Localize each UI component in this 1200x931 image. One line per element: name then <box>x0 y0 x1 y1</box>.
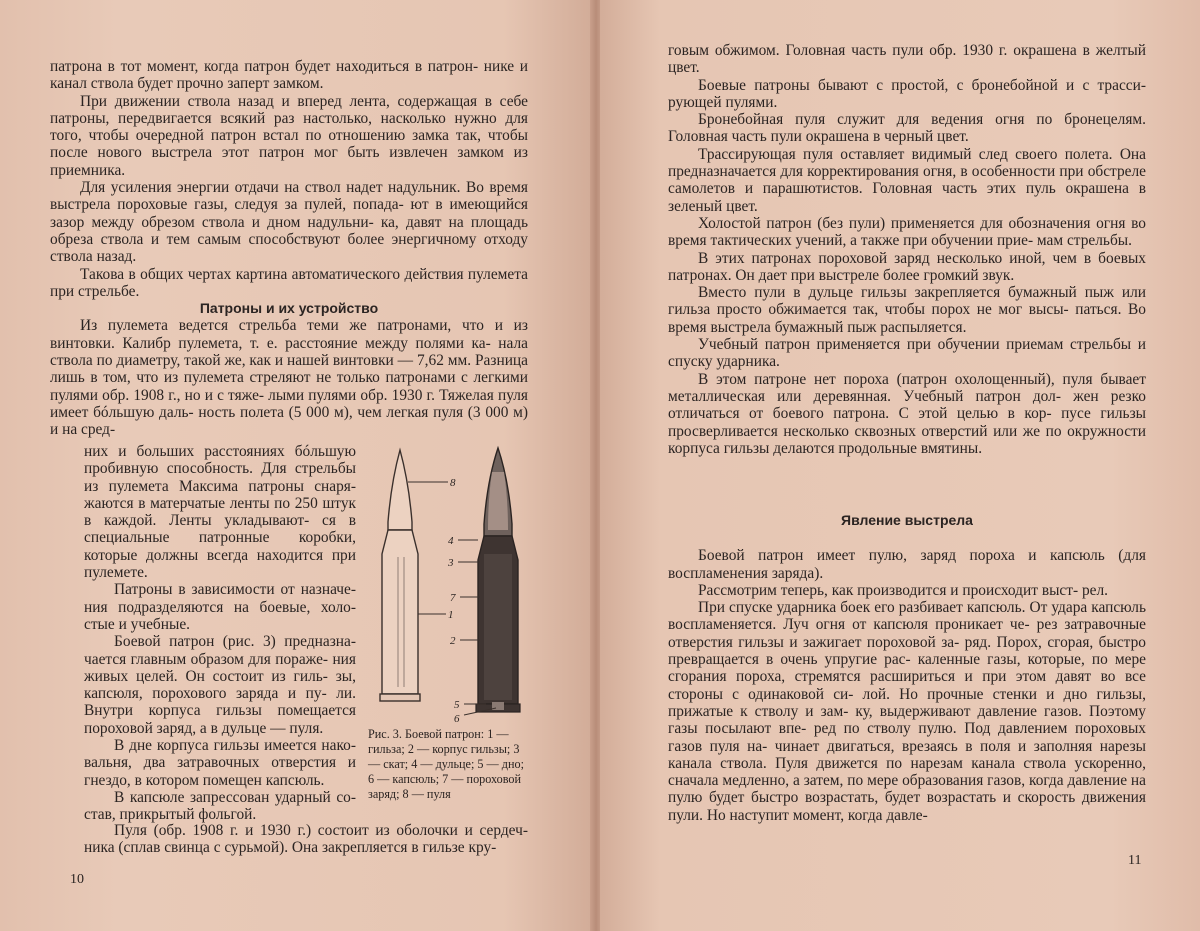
cartridge-outer-view <box>380 450 420 701</box>
paragraph: Боевой патрон имеет пулю, заряд пороха и капсюль (для воспламенения заряда). <box>668 547 1146 582</box>
figure-label-6: 6 <box>454 713 460 725</box>
left-bottom-text <box>84 822 528 857</box>
figure-label-8: 8 <box>450 477 456 489</box>
cartridge-section-view <box>476 448 520 712</box>
paragraph: Вместо пули в дульце гильзы закрепляется бумажный пыж или гильза просто обжимается так, чтобы порох не мог высы- паться. Во время выстрела бумажный пыж распыляется. <box>668 284 1146 336</box>
figure-label-3: 3 <box>448 557 454 569</box>
paragraph: В этих патронах пороховой заряд несколько иной, чем в боевых патронах. Он дает при выстреле более громкий звук. <box>668 249 1146 284</box>
paragraph: В капсюле запрессован ударный со- став, прикрытый фольгой. <box>84 788 356 824</box>
paragraph: Боевой патрон (рис. 3) предназна- чается главным образом для пораже- ния живых целей. Он состоит из гиль- зы, капсюля, порохового заряда и пу- ли. Внутри корпуса гильзы помещается пороховой заряд, а в дульце — пуля. <box>84 633 356 737</box>
right-page <box>600 0 1200 931</box>
paragraph: Патроны в зависимости от назначе- ния подразделяются на боевые, холо- стые и учебные. <box>84 581 356 633</box>
figure-label-7: 7 <box>450 592 456 604</box>
paragraph: При движении ствола назад и вперед лента, содержащая в себе патроны, передвигается всякий раз настолько, насколько нужно для того, чтобы очередной патрон встал по отношению замка так, чтобы после нового выстрела этот патрон мог быть извлечен замком из приемника. <box>50 92 528 179</box>
paragraph: При спуске ударника боек его разбивает капсюль. От удара капсюль воспламеняется. Луч огня от капсюля проникает че- рез затравочные отверстия гильзы и зажигает пороховой за- ряд. Порох, сгорая, быстро превращается в очень упругие рас- каленные газы, которые, по мере сгорания пороха, стремятся расшириться и при этом давят во все стороны с одинаковой си- лой. Но прочные стенки и дно гильзы, прижатые к стволу и зам- ку, выдерживают давление газов. Поэтому газы посылают впе- ред по стволу пулю. Под давлением пороховых газов пуля на- чинает двигаться, врезаясь в поля и заполняя нарезы канала ствола. Пуля движется по нарезам канала ствола ускоренно, сначала медленно, а затем, по мере образования газов, когда давление на пулю будет быстро возрастать, будет возрастать и скорость движения пули. Но наступит момент, когда давле- <box>668 599 1146 824</box>
paragraph: В этом патроне нет пороха (патрон охолощенный), пуля бывает металлическая или деревянная. Учебный патрон дол- жен резко отличаться от боевого патрона. С этой целью в кор- пусе гильзы просверливается несколько сквозных отверстий или же по окружности корпуса гильзы делаются продольные вмятины. <box>668 370 1146 457</box>
paragraph: Из пулемета ведется стрельба теми же патронами, что и из винтовки. Калибр пулемета, т. е. расстояние между полями ка- нала ствола по диаметру, такой же, как и нашей винтовки — 7,62 мм. Разница лишь в том, что из пулемета стреляют не только патронами с легкими пулями обр. 1908 г., но и с тяже- лыми пулями обр. 1930 г. Тяжелая пуля имеет бóльшую даль- ность полета (5 000 м), чем легкая пуля (3 000 м) и на сред- <box>50 317 528 439</box>
left-wrapped-text <box>84 443 356 824</box>
paragraph: Пуля (обр. 1908 г. и 1930 г.) состоит из оболочки и сердеч- ника (сплав свинца с сурьмой). Она закрепляется в гильзе кру- <box>84 822 528 857</box>
page-number: 11 <box>1128 853 1142 868</box>
figure-label-1: 1 <box>448 609 454 621</box>
paragraph: Трассирующая пуля оставляет видимый след своего полета. Она предназначается для корректирования огня, в особенности при обстреле самолетов и парашютистов. Головная часть этих пуль окрашена в зеленый цвет. <box>668 145 1146 215</box>
paragraph: Такова в общих чертах картина автоматического действия пулемета при стрельбе. <box>50 265 528 300</box>
section-heading: Явление выстрела <box>841 512 973 528</box>
paragraph: них и больших расстояниях бóльшую пробивную способность. Для стрельбы из пулемета Максима патроны снаря- жаются в матерчатые ленты по 250 штук в каждой. Ленты укладывают- ся в специальные патронные коробки, которые должны всегда находится при пулемете. <box>84 443 356 582</box>
right-bottom-text <box>668 512 1146 824</box>
figure-caption: Рис. 3. Боевой патрон: 1 — гильза; 2 — корпус гильзы; 3 — скат; 4 — дульце; 5 — дно; 6 — капсюль; 7 — пороховой заряд; 8 — пуля <box>368 727 524 801</box>
page-number: 10 <box>70 872 84 887</box>
figure-label-2: 2 <box>450 635 456 647</box>
paragraph: Холостой патрон (без пули) применяется для обозначения огня во время тактических учений, а также при обучении прие- мам стрельбы. <box>668 214 1146 250</box>
left-page <box>0 0 592 931</box>
paragraph: В дне корпуса гильзы имеется нако- вальня, два затравочных отверстия и гнездо, в котором помещен капсюль. <box>84 737 356 789</box>
paragraph: Учебный патрон применяется при обучении приемам стрельбы и спуску ударника. <box>668 336 1146 371</box>
cartridge-figure <box>368 442 568 727</box>
right-top-text <box>668 42 1146 457</box>
paragraph: Боевые патроны бывают с простой, с бронебойной и с трасси- рующей пулями. <box>668 76 1146 111</box>
paragraph: говым обжимом. Головная часть пули обр. 1930 г. окрашена в желтый цвет. <box>668 42 1146 77</box>
section-heading: Патроны и их устройство <box>199 300 379 317</box>
left-top-text <box>50 58 528 439</box>
figure-label-5: 5 <box>454 699 460 711</box>
paragraph: Рассмотрим теперь, как производится и происходит выст- рел. <box>698 581 1109 599</box>
paragraph: Бронебойная пуля служит для ведения огня по бронецелям. Головная часть пули окрашена в черный цвет. <box>668 111 1146 146</box>
figure-label-4: 4 <box>448 535 454 547</box>
paragraph: патрона в тот момент, когда патрон будет находиться в патрон- нике и канал ствола будет прочно заперт замком. <box>50 58 528 93</box>
paragraph: Для усиления энергии отдачи на ствол надет надульник. Во время выстрела пороховые газы, следуя за пулей, попада- ют в имеющийся зазор между обрезом ствола и дном надульни- ка, давят на площадь обреза ствола и тем самым способствуют более энергичному отходу ствола назад. <box>50 179 528 266</box>
